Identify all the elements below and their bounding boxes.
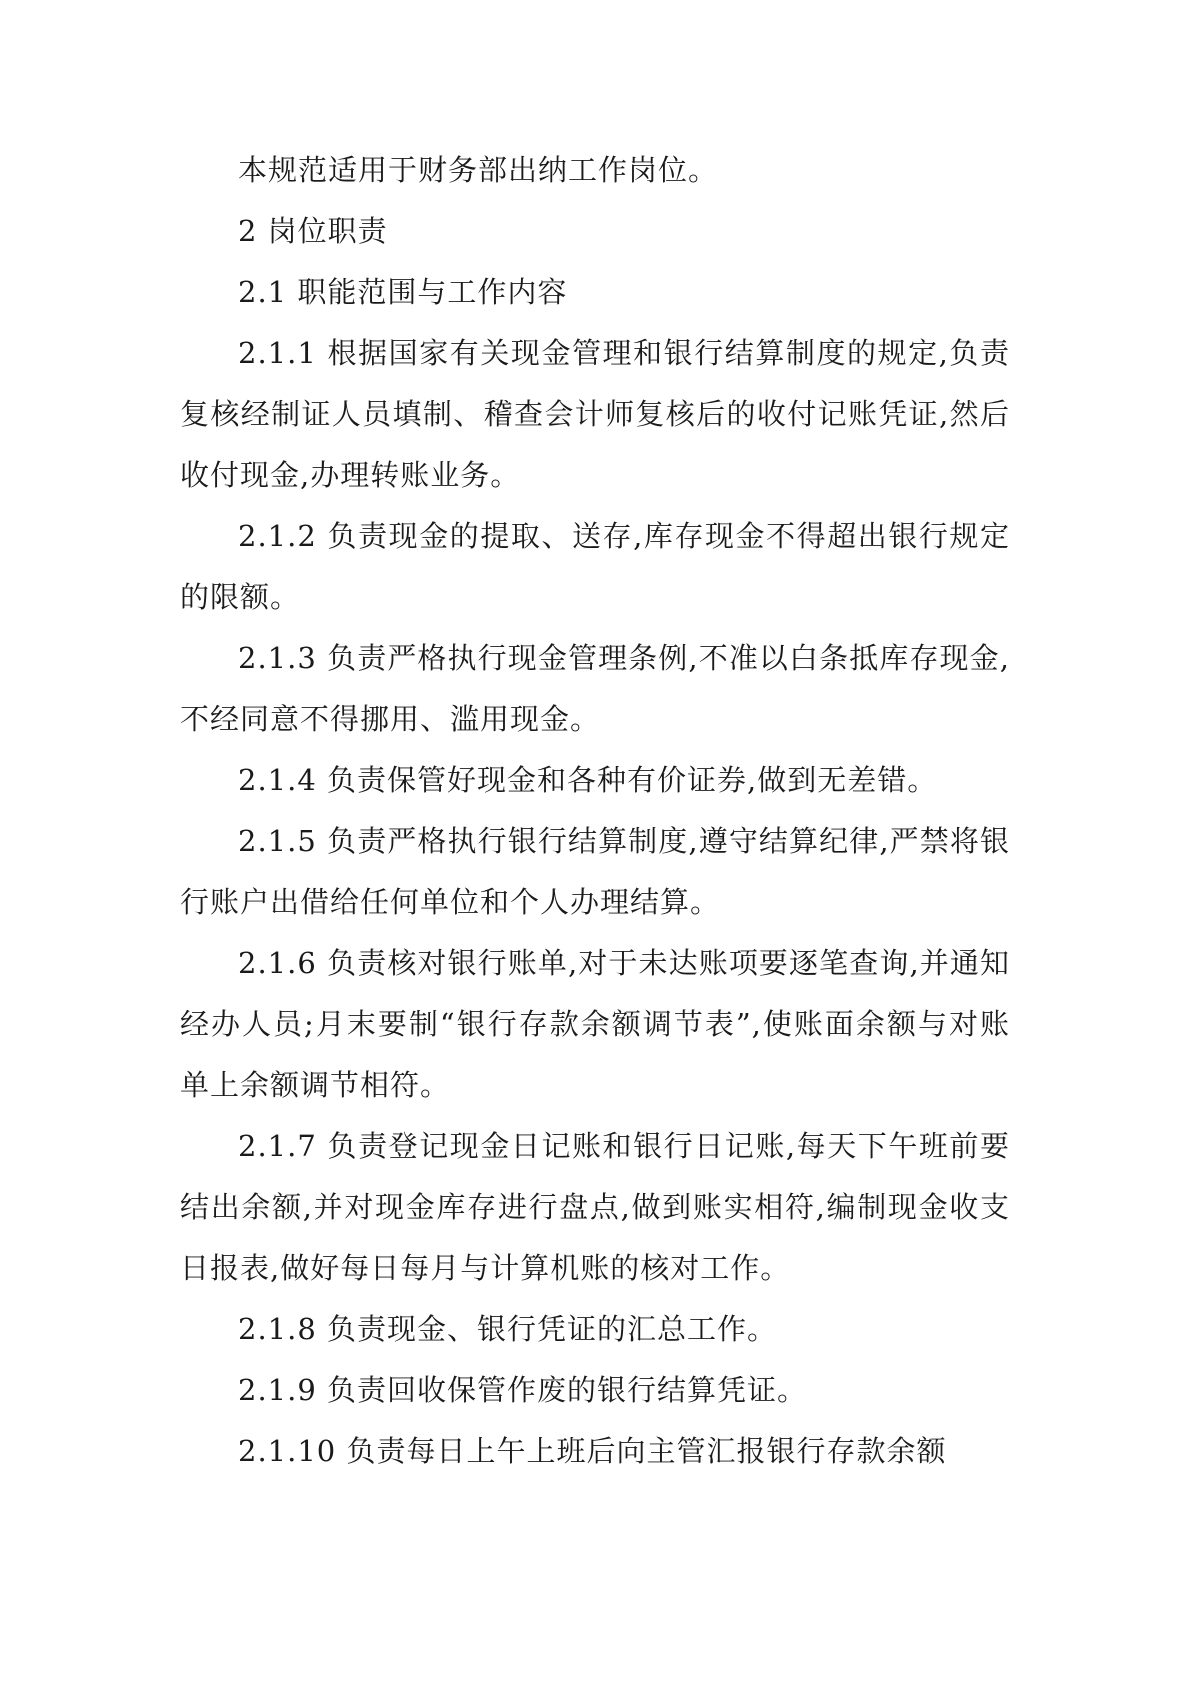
paragraph-2-1-2: 2.1.2 负责现金的提取、送存,库存现金不得超出银行规定的限额。 [180, 519, 1010, 614]
paragraph-2-1-4: 2.1.4 负责保管好现金和各种有价证券,做到无差错。 [238, 763, 938, 797]
heading-section-2: 2 岗位职责 [238, 214, 388, 248]
heading-section-2-1: 2.1 职能范围与工作内容 [238, 275, 568, 309]
paragraph-2-1-5: 2.1.5 负责严格执行银行结算制度,遵守结算纪律,严禁将银行账户出借给任何单位和个人办理结算。 [180, 824, 1010, 919]
paragraph-2-1-6: 2.1.6 负责核对银行账单,对于未达账项要逐笔查询,并通知经办人员;月末要制“银行存款余额调节表”,使账面余额与对账单上余额调节相符。 [180, 946, 1010, 1102]
paragraph-2-1-1: 2.1.1 根据国家有关现金管理和银行结算制度的规定,负责复核经制证人员填制、稽查会计师复核后的收付记账凭证,然后收付现金,办理转账业务。 [180, 336, 1010, 492]
paragraph-2-1-9: 2.1.9 负责回收保管作废的银行结算凭证。 [238, 1373, 808, 1407]
paragraph-scope: 本规范适用于财务部出纳工作岗位。 [238, 153, 719, 187]
document-body [180, 140, 1010, 1482]
paragraph-2-1-3: 2.1.3 负责严格执行现金管理条例,不准以白条抵库存现金,不经同意不得挪用、滥用现金。 [180, 641, 1010, 736]
paragraph-2-1-8: 2.1.8 负责现金、银行凭证的汇总工作。 [238, 1312, 778, 1346]
paragraph-2-1-10: 2.1.10 负责每日上午上班后向主管汇报银行存款余额 [238, 1434, 947, 1468]
paragraph-2-1-7: 2.1.7 负责登记现金日记账和银行日记账,每天下午班前要结出余额,并对现金库存进行盘点,做到账实相符,编制现金收支日报表,做好每日每月与计算机账的核对工作。 [180, 1129, 1010, 1285]
